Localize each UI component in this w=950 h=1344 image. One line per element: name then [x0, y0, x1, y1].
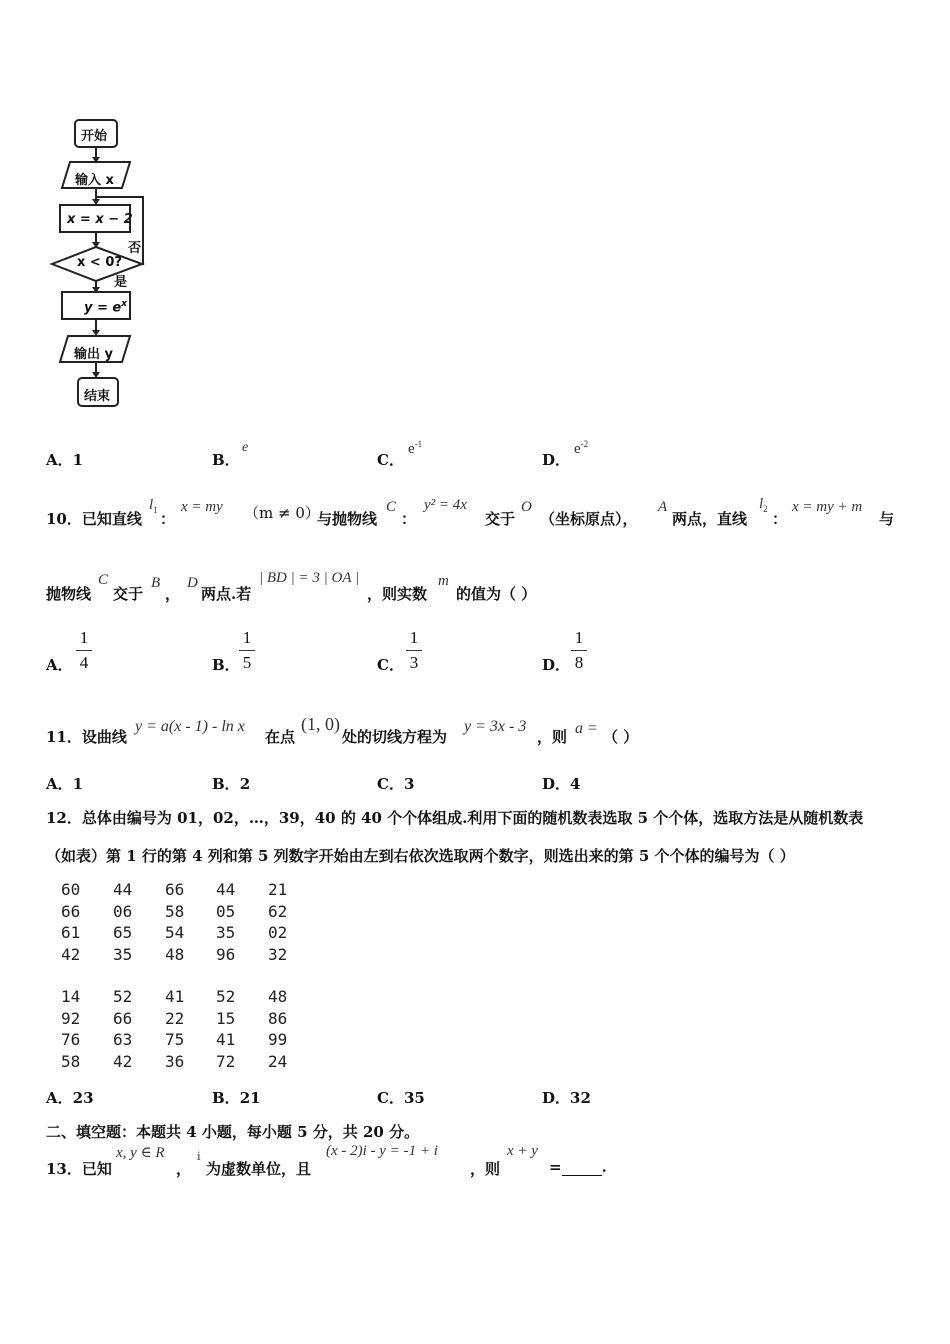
flowchart-start: 开始 [81, 129, 108, 144]
flowchart-assign: x = x − 2 [67, 212, 133, 227]
q11-text-1: 11．设曲线 [46, 728, 127, 746]
q13-cond: x, y ∈ R [116, 1145, 165, 1161]
q10-cond: （m ≠ 0） [244, 504, 320, 522]
q10-B: B [151, 575, 161, 591]
q10-line2-a: 抛物线 [46, 585, 92, 603]
q9-option-a[interactable]: A．1 [46, 451, 84, 469]
q13-text-1: 13．已知 [46, 1160, 112, 1178]
q10-eq-1: x = my [181, 499, 223, 515]
q11-option-a[interactable]: A．1 [46, 775, 84, 793]
q9-option-b[interactable]: B． [212, 451, 240, 469]
q13-text-3: 为虚数单位，且 [206, 1160, 312, 1178]
q12-option-d[interactable]: D．32 [542, 1089, 591, 1107]
q12-text-1: 12．总体由编号为 01，02，…，39，40 的 40 个个体组成.利用下面的随机数表选取 5 个个体，选取方法是从随机数表 [46, 809, 864, 827]
q13-text-4: ，则 [470, 1160, 501, 1178]
q11-option-d[interactable]: D．4 [542, 775, 581, 793]
q13-text-2: ， [176, 1160, 192, 1178]
q10-line2-d: ，则实数 [367, 585, 428, 603]
q10-text-4: （坐标原点）， [540, 510, 638, 528]
q10-option-d[interactable]: D． [542, 656, 571, 674]
q10-text-2: 与抛物线 [317, 510, 378, 528]
q10-O: O [521, 499, 532, 515]
q10-line2-c: 两点.若 [201, 585, 252, 603]
answer-blank[interactable] [562, 1161, 602, 1176]
q10-option-d-fraction: 1 8 [571, 628, 587, 673]
q12-option-b[interactable]: B．21 [212, 1089, 261, 1107]
q10-colon-1: ： [160, 510, 176, 528]
flowchart-input: 输入 x [75, 173, 114, 188]
q10-colon-2: ： [401, 510, 417, 528]
q10-text-5: 两点，直线 [672, 510, 748, 528]
q10-option-c-fraction: 1 3 [406, 628, 422, 673]
q11-text-3: 处的切线方程为 [342, 728, 448, 746]
q10-text-6: 与 [879, 510, 895, 528]
q10-option-c[interactable]: C． [377, 656, 404, 674]
q10-option-b-fraction: 1 5 [239, 628, 255, 673]
q10-l1: $l_1$ [149, 497, 158, 515]
q10-m: m [438, 573, 449, 589]
q10-comma: ， [165, 585, 181, 603]
q10-A: A [658, 499, 668, 515]
q11-option-c[interactable]: C．3 [377, 775, 415, 793]
q10-C: C [386, 499, 397, 515]
q10-line2-e: 的值为（ ） [456, 585, 537, 603]
q10-D: D [187, 575, 198, 591]
q10-option-a[interactable]: A． [46, 656, 73, 674]
q9-option-c-value: $e^{-1}$ [408, 439, 423, 457]
q12-option-a[interactable]: A．23 [46, 1089, 94, 1107]
q12-option-c[interactable]: C．35 [377, 1089, 425, 1107]
q11-text-2: 在点 [265, 728, 296, 746]
q11-option-b[interactable]: B．2 [212, 775, 251, 793]
q13-i: i [197, 1148, 201, 1163]
q11-eq-3: a = [575, 720, 598, 737]
q10-eq-4: | BD | = 3 | OA | [259, 570, 360, 586]
q11-eq-1: y = a(x - 1) - ln x [135, 718, 245, 735]
flowchart-output: 输出 y [74, 347, 114, 362]
q10-colon-3: ： [772, 510, 788, 528]
q12-text-2: （如表）第 1 行的第 4 列和第 5 列数字开始由左到右依次选取两个数字，则选出来的第 5 个个体的编号为（ ） [46, 847, 795, 865]
flowchart-end: 结束 [84, 389, 111, 404]
q10-option-b[interactable]: B． [212, 656, 240, 674]
q11-point: (1, 0) [301, 714, 340, 734]
q13-expr: x + y [507, 1143, 538, 1159]
flowchart-decision: x < 0? [77, 255, 122, 270]
q10-text-3: 交于 [485, 510, 516, 528]
q10-text-1: 10．已知直线 [46, 510, 142, 528]
q9-option-c[interactable]: C． [377, 451, 404, 469]
q10-eq-3: x = my + m [792, 499, 863, 515]
q11-eq-2: y = 3x - 3 [464, 718, 527, 735]
q9-option-d-value: $e^{-2}$ [574, 439, 589, 457]
q13-eq: (x - 2)i - y = -1 + i [326, 1143, 438, 1159]
q11-text-4: ，则 [537, 728, 568, 746]
flowchart-no-label: 否 [128, 241, 142, 256]
q10-C2: C [98, 572, 109, 588]
q10-eq-2: y² = 4x [424, 497, 467, 513]
flowchart-compute: $y = e^x$ [84, 299, 128, 316]
q9-option-d[interactable]: D． [542, 451, 571, 469]
flowchart-yes-label: 是 [114, 275, 128, 290]
q9-option-b-value: e [242, 440, 249, 455]
section-heading: 二、填空题：本题共 4 小题，每小题 5 分，共 20 分。 [46, 1123, 420, 1141]
q10-option-a-fraction: 1 4 [76, 628, 92, 673]
q10-line2-b: 交于 [113, 585, 144, 603]
q10-l2: $l_2$ [759, 496, 768, 514]
q11-text-5: （ ） [603, 728, 639, 746]
q13-answer-line[interactable]: = . [549, 1158, 607, 1176]
